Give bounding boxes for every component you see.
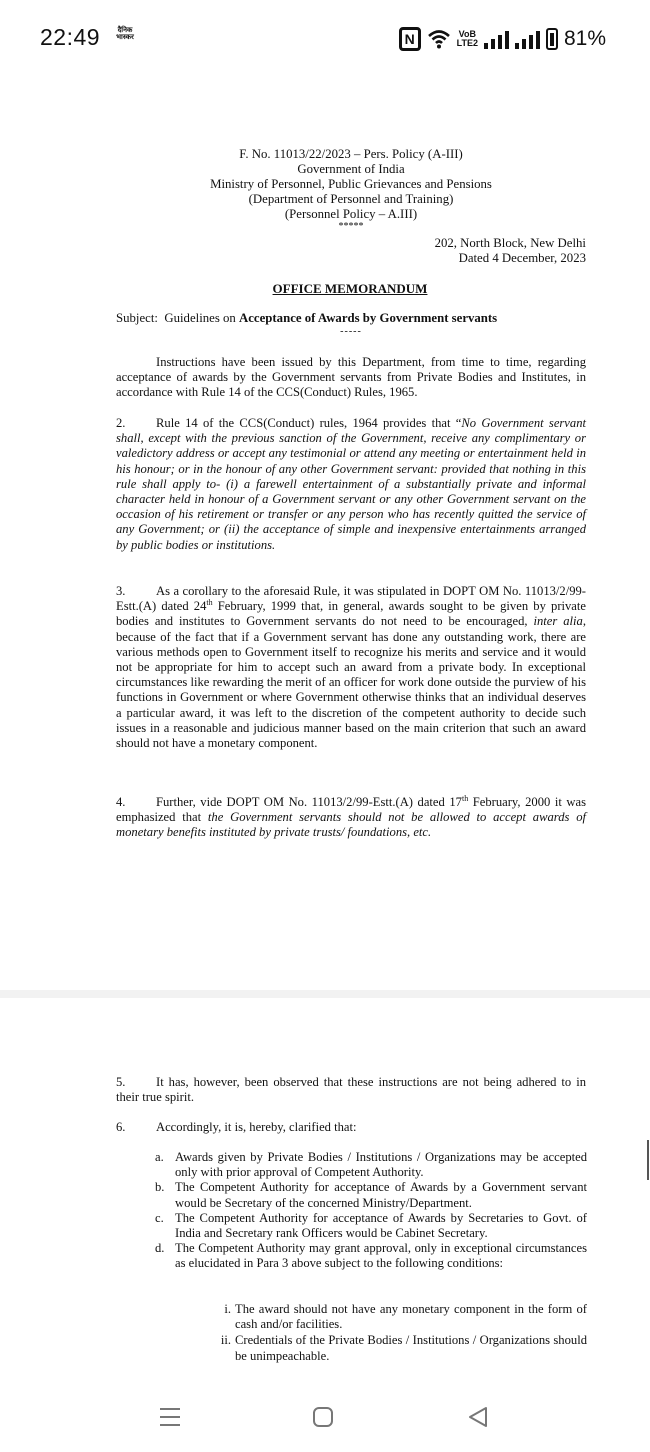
star-separator: ***** [338, 221, 364, 232]
paragraph-3 [116, 584, 586, 751]
org-line-3: (Department of Personnel and Training) [248, 192, 454, 206]
para6-text: Accordingly, it is, hereby, clarified that: [156, 1120, 357, 1134]
subject-bold: Acceptance of Awards by Government servants [239, 311, 498, 325]
paragraph-6 [116, 1120, 586, 1135]
page-break [0, 990, 650, 998]
para3-text-a: As a corollary to the aforesaid Rule, it was stipulated in DOPT OM No. 11013/2/99-Estt.(A) dated 24 [116, 584, 586, 614]
para4-text-a: Further, vide DOPT OM No. 11013/2/99-Estt.(A) dated 17 [156, 795, 462, 809]
wifi-icon [427, 29, 451, 49]
signal-sim2-icon [515, 29, 540, 49]
paragraph-5 [116, 1075, 586, 1105]
list-label: a. [155, 1150, 164, 1164]
home-square-icon [311, 1405, 335, 1429]
list-text: The Competent Authority may grant approval, only in exceptional circumstances as elucidated in Para 3 above subject to the following conditions: [175, 1241, 587, 1271]
para3-sup: th [206, 598, 213, 608]
list-text: The Competent Authority for acceptance of Awards by a Government servant would be Secretary of the concerned Ministry/Department. [175, 1180, 587, 1210]
address-block [435, 236, 586, 266]
list-label: ii. [220, 1333, 231, 1348]
back-button[interactable] [458, 1400, 498, 1434]
paragraph-1 [116, 355, 586, 401]
clarification-list [155, 1150, 587, 1272]
list-text: The Competent Authority for acceptance of Awards by Secretaries to Govt. of India and Secretary rank Officers would be Cabinet Secretary. [175, 1210, 587, 1241]
para6-number: 6. [116, 1120, 126, 1134]
list-text: Awards given by Private Bodies / Institutions / Organizations may be accepted only with prior approval of Competent Authority. [175, 1150, 587, 1180]
file-number: F. No. 11013/22/2023 – Pers. Policy (A-III) [239, 147, 463, 161]
para4-text-b: February, 2000 it was emphasized that [116, 795, 586, 825]
navigation-bar [0, 1382, 650, 1452]
menu-lines-icon [158, 1406, 182, 1428]
para3-italic: inter alia [533, 614, 583, 629]
status-bar [0, 0, 650, 78]
volte-icon: VoB LTE2 [456, 29, 478, 48]
battery-percentage: 81% [563, 27, 606, 50]
scrollbar-thumb[interactable] [647, 1140, 649, 1180]
list-label: d. [155, 1241, 165, 1256]
memo-title: OFFICE MEMORANDUM [272, 281, 428, 296]
nfc-icon: N [399, 27, 421, 51]
date: Dated 4 December, 2023 [458, 251, 586, 265]
para4-italic: the Government servants should not be allowed to accept awards of monetary benefits instituted by private trusts/ foundations, etc. [116, 810, 586, 840]
para2-lead: Rule 14 of the CCS(Conduct) rules, 1964 provides that “ [156, 416, 462, 430]
para4-number: 4. [116, 795, 126, 809]
list-text: The award should not have any monetary component in the form of cash and/or facilities. [235, 1302, 587, 1332]
status-time: 22:49 [40, 24, 101, 50]
back-triangle-icon [466, 1405, 490, 1429]
battery-icon [546, 28, 558, 50]
para1-text: Instructions have been issued by this Department, from time to time, regarding acceptance of awards by the Government servants from Private Bodies and Institutes, in accordance with Rule 14 of the CCS(Conduct) Rules, 1965. [116, 355, 586, 400]
list-item [155, 1241, 587, 1271]
subject-separator: ----- [340, 326, 362, 337]
address: 202, North Block, New Delhi [434, 236, 586, 250]
org-line-2: Ministry of Personnel, Public Grievances and Pensions [210, 177, 492, 191]
recent-apps-button[interactable] [150, 1400, 190, 1434]
home-button[interactable] [303, 1400, 343, 1434]
list-label: b. [155, 1180, 165, 1195]
list-label: c. [155, 1210, 164, 1225]
paragraph-4 [116, 795, 586, 841]
status-icons [399, 26, 606, 52]
list-item [155, 1180, 587, 1210]
list-item [213, 1302, 587, 1332]
para2-number: 2. [116, 416, 126, 430]
conditions-list [213, 1302, 587, 1365]
list-item [213, 1333, 587, 1363]
subject-line [116, 311, 586, 326]
subject-label: Subject: [116, 311, 158, 325]
paragraph-2 [116, 416, 586, 553]
org-line-1: Government of India [297, 162, 405, 176]
list-item [155, 1211, 587, 1241]
news-app-notification-icon: दैनिक भास्कर [116, 26, 134, 41]
para5-number: 5. [116, 1075, 126, 1089]
org-line-4: (Personnel Policy – A.III) [284, 207, 418, 221]
list-item [155, 1150, 587, 1180]
para3-number: 3. [116, 584, 126, 598]
para5-text: It has, however, been observed that these instructions are not being adhered to in their true spirit. [116, 1075, 586, 1105]
list-label: i. [224, 1302, 231, 1316]
para2-quote: No Government servant shall, except with the previous sanction of the Government, receive any complimentary or valedictory address or accept any testimonial or attend any meeting or entertainment held in his honour; or in the honour of any other Government servant: provided that nothing in this rule shall apply to- (i) a farewell entertainment of a substantially private and informal character held in honour of a Government servant or any other Government servant on the occasion of his retirement or transfer or any person who has recently quitted the service of any Government; or (ii) the acceptance of simple and inexpensive entertainments arranged by public bodies or institutions. [116, 416, 586, 552]
subject-plain: Guidelines on [164, 311, 236, 325]
document-header [116, 147, 586, 232]
signal-sim1-icon [484, 29, 509, 49]
para4-sup: th [461, 793, 469, 803]
para3-text-c: , because of the fact that if a Government servant has done any outstanding work, there are various methods open to Government itself to recognize his merits and service and it would not be appropriate for him to accept such an award from a private body. In exceptional circumstances like rewarding the merit of an officer for work done outside the purview of his functions in Government or where Government otherwise thinks that an individual deserves a particular award, it was left to the discretion of the competent authority to decide such issues in a reasonable and judicious manner based on the main criterion that such an award should not have a monetary component. [116, 614, 587, 751]
list-text: Credentials of the Private Bodies / Institutions / Organizations should be unimpeachable. [235, 1333, 587, 1363]
para3-text-b: February, 1999 that, in general, awards sought to be given by private bodies and institutes to Government servants do not need to be encouraged, [116, 599, 586, 629]
